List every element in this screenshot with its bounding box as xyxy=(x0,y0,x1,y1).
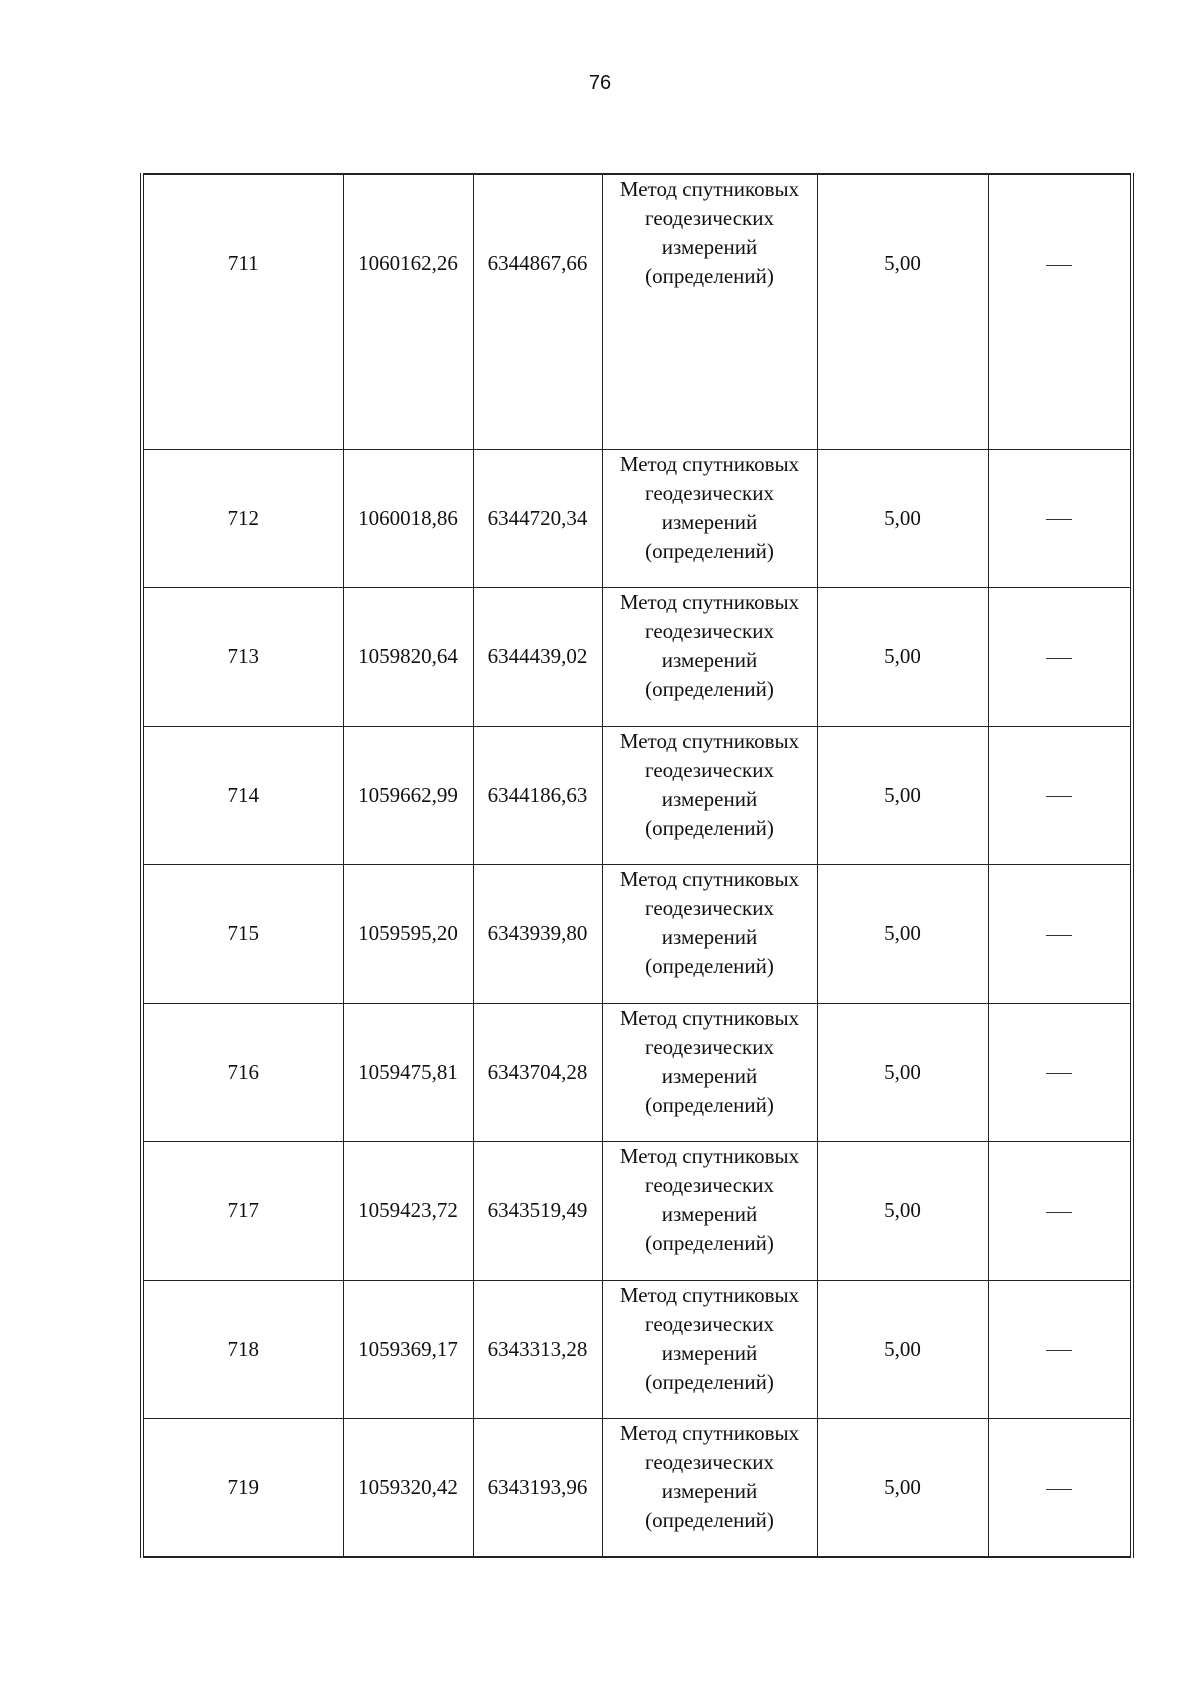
accuracy-cell: 5,00 xyxy=(817,726,988,865)
note-cell xyxy=(988,1419,1132,1558)
x-coordinate-cell: 1059475,81 xyxy=(343,1003,473,1142)
method-cell xyxy=(602,726,817,865)
method-cell xyxy=(602,1280,817,1419)
method-line: измерений xyxy=(661,1202,758,1226)
page-number: 76 xyxy=(588,72,612,94)
method-line: (определений) xyxy=(645,1508,774,1532)
table-row xyxy=(142,588,1132,727)
point-number-cell: 714 xyxy=(142,726,343,865)
method-cell xyxy=(602,588,817,727)
method-line: (определений) xyxy=(645,1092,774,1117)
method-line: измерений xyxy=(661,509,758,534)
note-cell xyxy=(988,588,1132,727)
method-cell xyxy=(602,865,817,1004)
dash-icon xyxy=(1046,265,1072,266)
method-line: измерений xyxy=(661,1340,758,1365)
note-cell xyxy=(988,726,1132,865)
method-line: геодезических xyxy=(644,1311,774,1336)
table-row xyxy=(142,174,1132,449)
method-line: (определений) xyxy=(645,264,774,288)
y-coordinate-cell: 6343939,80 xyxy=(473,865,602,1004)
method-cell xyxy=(602,174,817,449)
coordinates-table xyxy=(140,173,1134,1558)
y-coordinate-cell: 6344439,02 xyxy=(473,588,602,727)
point-number-cell: 713 xyxy=(142,588,343,727)
table-row xyxy=(142,1419,1132,1558)
method-line: геодезических xyxy=(644,619,774,643)
y-coordinate-cell: 6343704,28 xyxy=(473,1003,602,1142)
point-number-cell: 718 xyxy=(142,1280,343,1419)
note-cell xyxy=(988,1003,1132,1142)
method-cell xyxy=(602,1142,817,1281)
accuracy-cell: 5,00 xyxy=(817,1003,988,1142)
table-row xyxy=(142,1142,1132,1281)
dash-icon xyxy=(1046,796,1072,797)
method-line: Метод спутниковых xyxy=(619,1005,800,1030)
point-number-cell: 717 xyxy=(142,1142,343,1281)
x-coordinate-cell: 1059423,72 xyxy=(343,1142,473,1281)
point-number-cell: 719 xyxy=(142,1419,343,1558)
x-coordinate-cell: 1059320,42 xyxy=(343,1419,473,1558)
table-row xyxy=(142,726,1132,865)
method-line: геодезических xyxy=(644,206,774,230)
note-cell xyxy=(988,1280,1132,1419)
method-cell xyxy=(602,449,817,588)
method-line: (определений) xyxy=(645,1231,774,1255)
accuracy-cell: 5,00 xyxy=(817,449,988,588)
method-line: (определений) xyxy=(645,677,774,701)
method-line: геодезических xyxy=(644,1173,774,1197)
method-line: Метод спутниковых xyxy=(619,590,800,614)
accuracy-cell: 5,00 xyxy=(817,174,988,449)
method-line: Метод спутниковых xyxy=(619,177,800,201)
x-coordinate-cell: 1059369,17 xyxy=(343,1280,473,1419)
dash-icon xyxy=(1046,519,1072,520)
method-line: измерений xyxy=(661,1479,758,1503)
method-line: измерений xyxy=(661,786,758,811)
y-coordinate-cell: 6343519,49 xyxy=(473,1142,602,1281)
method-line: измерений xyxy=(661,1063,758,1088)
method-line: измерений xyxy=(661,925,758,949)
dash-icon xyxy=(1046,935,1072,936)
x-coordinate-cell: 1059662,99 xyxy=(343,726,473,865)
point-number-cell: 711 xyxy=(142,174,343,449)
note-cell xyxy=(988,1142,1132,1281)
y-coordinate-cell: 6343313,28 xyxy=(473,1280,602,1419)
method-line: Метод спутниковых xyxy=(619,1282,800,1307)
method-line: измерений xyxy=(661,648,758,672)
table-row xyxy=(142,865,1132,1004)
x-coordinate-cell: 1059820,64 xyxy=(343,588,473,727)
method-line: (определений) xyxy=(645,815,774,840)
x-coordinate-cell: 1060018,86 xyxy=(343,449,473,588)
method-line: Метод спутниковых xyxy=(619,1144,800,1168)
method-line: измерений xyxy=(661,235,758,259)
x-coordinate-cell: 1060162,26 xyxy=(343,174,473,449)
table-row xyxy=(142,1003,1132,1142)
table-row xyxy=(142,1280,1132,1419)
x-coordinate-cell: 1059595,20 xyxy=(343,865,473,1004)
point-number-cell: 716 xyxy=(142,1003,343,1142)
point-number-cell: 712 xyxy=(142,449,343,588)
method-line: Метод спутниковых xyxy=(619,1421,800,1445)
table-row xyxy=(142,449,1132,588)
method-line: Метод спутниковых xyxy=(619,867,800,891)
dash-icon xyxy=(1046,1212,1072,1213)
dash-icon xyxy=(1046,1350,1072,1351)
dash-icon xyxy=(1046,1073,1072,1074)
note-cell xyxy=(988,449,1132,588)
method-line: геодезических xyxy=(644,757,774,782)
y-coordinate-cell: 6344720,34 xyxy=(473,449,602,588)
y-coordinate-cell: 6344867,66 xyxy=(473,174,602,449)
note-cell xyxy=(988,865,1132,1004)
method-line: (определений) xyxy=(645,538,774,563)
method-line: геодезических xyxy=(644,896,774,920)
accuracy-cell: 5,00 xyxy=(817,588,988,727)
accuracy-cell: 5,00 xyxy=(817,1142,988,1281)
method-cell xyxy=(602,1003,817,1142)
accuracy-cell: 5,00 xyxy=(817,1419,988,1558)
y-coordinate-cell: 6343193,96 xyxy=(473,1419,602,1558)
method-line: геодезических xyxy=(644,1034,774,1059)
accuracy-cell: 5,00 xyxy=(817,865,988,1004)
method-line: геодезических xyxy=(644,480,774,505)
point-number-cell: 715 xyxy=(142,865,343,1004)
method-line: (определений) xyxy=(645,1369,774,1394)
dash-icon xyxy=(1046,1489,1072,1490)
note-cell xyxy=(988,174,1132,449)
dash-icon xyxy=(1046,658,1072,659)
method-cell xyxy=(602,1419,817,1558)
method-line: (определений) xyxy=(645,954,774,978)
y-coordinate-cell: 6344186,63 xyxy=(473,726,602,865)
method-line: Метод спутниковых xyxy=(619,728,800,753)
method-line: Метод спутниковых xyxy=(619,451,800,476)
accuracy-cell: 5,00 xyxy=(817,1280,988,1419)
method-line: геодезических xyxy=(644,1450,774,1474)
